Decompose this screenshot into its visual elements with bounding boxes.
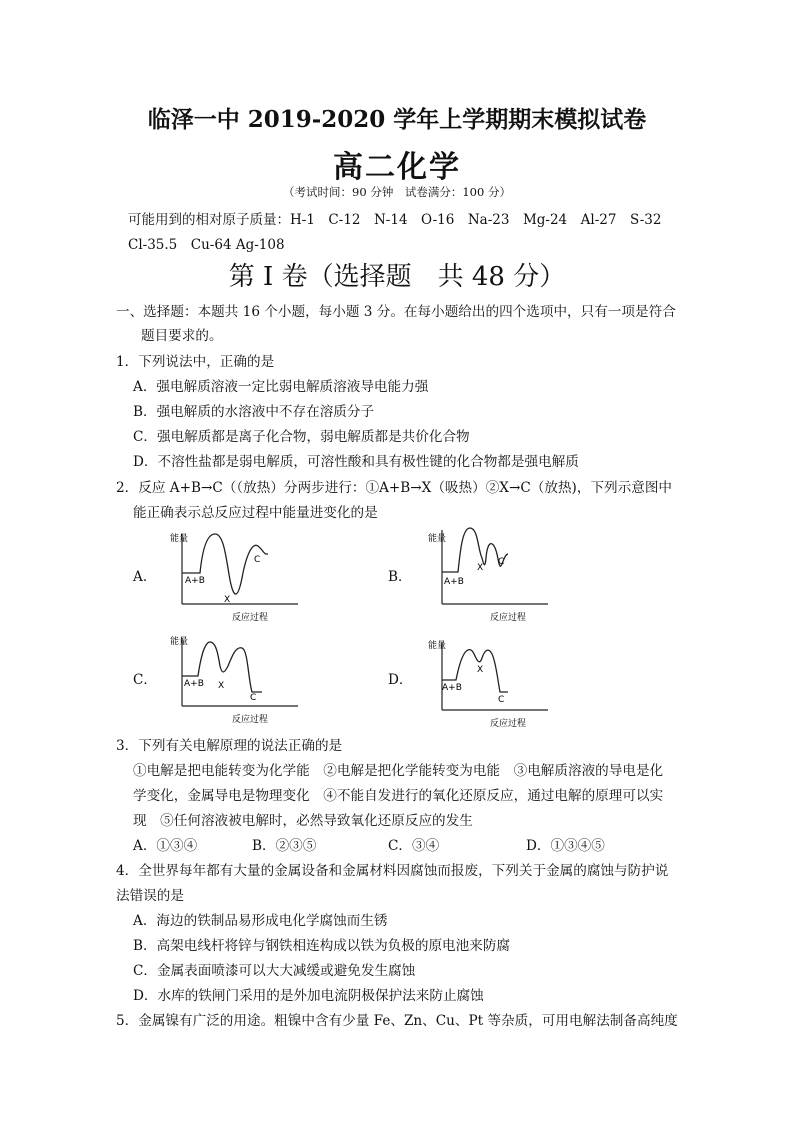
q2-graph-b xyxy=(428,524,558,624)
q4-stem-line2: 法错误的是 xyxy=(116,888,184,904)
section-instructions-line2: 题目要求的。 xyxy=(141,328,223,344)
q2-graph-a-letter: A． xyxy=(133,569,157,585)
y-axis-label: 能量 xyxy=(170,534,189,544)
q3-option-a: A．①③④ xyxy=(133,838,198,854)
y-axis-label: 能量 xyxy=(428,534,447,544)
q4-option-c: C．金属表面喷漆可以大大减缓或避免发生腐蚀 xyxy=(133,963,416,979)
q1-option-a: A．强电解质溶液一定比弱电解质溶液导电能力强 xyxy=(133,379,429,395)
x-axis-label: 反应过程 xyxy=(490,613,527,623)
x-axis-label: 反应过程 xyxy=(490,719,527,729)
reactant-label: A+B xyxy=(442,683,462,693)
q4-option-b: B．高架电线杆将锌与钢铁相连构成以铁为负极的原电池来防腐 xyxy=(133,938,511,954)
q3-stem: 3．下列有关电解原理的说法正确的是 xyxy=(116,738,343,754)
intermediate-label: X xyxy=(477,563,484,573)
q5-stem-line1: 5．金属镍有广泛的用途。粗镍中含有少量 Fe、Zn、Cu、Pt 等杂质，可用电解法制备高纯度 xyxy=(116,1013,678,1029)
q1-option-b: B．强电解质的水溶液中不存在溶质分子 xyxy=(133,404,375,420)
product-label: C xyxy=(498,557,505,567)
x-axis-label: 反应过程 xyxy=(232,715,269,725)
reactant-label: A+B xyxy=(184,679,204,689)
q2-graph-b-letter: B． xyxy=(388,569,412,585)
q3-option-d: D．①③④⑤ xyxy=(526,838,605,854)
intermediate-label: X xyxy=(477,665,484,675)
subject-title: 高二化学 xyxy=(333,150,461,185)
q2-graph-d xyxy=(428,630,558,730)
q1-option-d: D．不溶性盐都是弱电解质，可溶性酸和具有极性键的化合物都是强电解质 xyxy=(133,454,579,470)
exam-title: 临泽一中 2019-2020 学年上学期期末模拟试卷 xyxy=(147,106,647,133)
q4-option-a: A．海边的铁制品易形成电化学腐蚀而生锈 xyxy=(133,913,388,929)
intermediate-label: X xyxy=(218,681,225,691)
x-axis-label: 反应过程 xyxy=(232,613,269,623)
exam-info: （考试时间：90 分钟 试卷满分：100 分） xyxy=(283,185,511,199)
y-axis-label: 能量 xyxy=(170,637,189,647)
reactant-label: A+B xyxy=(444,577,464,587)
product-label: C xyxy=(254,555,261,565)
q3-line1: ①电解是把电能转变为化学能 ②电解是把化学能转变为电能 ③电解质溶液的导电是化 xyxy=(133,763,664,779)
atomic-masses-line2: Cl-35.5 Cu-64 Ag-108 xyxy=(128,237,285,253)
q2-stem-line1: 2．反应 A+B→C（（放热）分两步进行：①A+B→X（吸热）②X→C（放热)，下列示意图中 xyxy=(116,480,673,496)
atomic-masses-line1: 可能用到的相对原子质量：H-1 C-12 N-14 O-16 Na-23 Mg-24 Al-27 S-32 xyxy=(128,212,662,228)
q1-option-c: C．强电解质都是离子化合物，弱电解质都是共价化合物 xyxy=(133,429,470,445)
product-label: C xyxy=(498,695,505,705)
q2-graph-a xyxy=(168,528,308,624)
q4-option-d: D．水库的铁闸门采用的是外加电流阴极保护法来防止腐蚀 xyxy=(133,988,484,1004)
q1-stem: 1．下列说法中，正确的是 xyxy=(116,354,275,370)
q3-line3: 现 ⑤任何溶液被电解时，必然导致氧化还原反应的发生 xyxy=(133,813,473,829)
q4-stem-line1: 4．全世界每年都有大量的金属设备和金属材料因腐蚀而报废，下列关于金属的腐蚀与防护说 xyxy=(116,863,669,879)
q2-graph-c xyxy=(168,632,308,728)
q2-graph-c-letter: C． xyxy=(133,672,157,688)
intermediate-label: X xyxy=(224,595,231,605)
section-instructions-line1: 一、选择题：本题共 16 个小题，每小题 3 分。在每小题给出的四个选项中，只有一项是符合 xyxy=(116,304,676,320)
q3-line2: 学变化，金属导电是物理变化 ④不能自发进行的氧化还原反应，通过电解的原理可以实 xyxy=(133,788,664,804)
product-label: C xyxy=(250,693,257,703)
q2-graph-d-letter: D． xyxy=(388,672,413,688)
q3-option-b: B．②③⑤ xyxy=(252,838,317,854)
q2-stem-line2: 能正确表示总反应过程中能量进变化的是 xyxy=(133,505,378,521)
q3-option-c: C．③④ xyxy=(388,838,440,854)
section-title: 第 I 卷（选择题 共 48 分） xyxy=(228,262,566,292)
reactant-label: A+B xyxy=(185,576,205,586)
y-axis-label: 能量 xyxy=(428,641,447,651)
